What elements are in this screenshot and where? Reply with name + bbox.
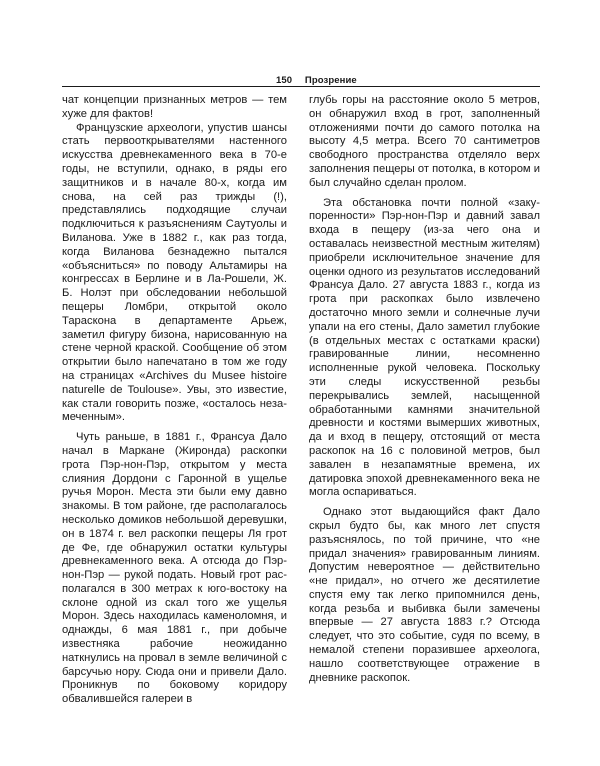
paragraph: Однако этот выдающийся факт Дало скрыл будто бы, как много лет спустя разъяснялось, по той причине, что «не придал значения» гравированным линиям. Допустим невероятное — действительно «не придал», но отчего же десятилетие спустя ему так легко припомнился день, когда резьба и выбивка были замечены впервые — 27 августа 1883 г.? Отсюда следует, что это событие, судя по всему, в немалой степени поразившее археолога, нашло соответствующее отражение в дневнике раскопок. xyxy=(309,506,540,684)
running-header xyxy=(276,75,357,86)
section-title: Прозрение xyxy=(304,75,357,86)
page-number: 150 xyxy=(276,75,293,86)
right-column xyxy=(309,94,540,685)
paragraph: Чуть раньше, в 1881 г., Франсуа Дало начал в Маркане (Жиронда) раскопки грота Пэр-нон-Пэр, открытом у места слияния Дордони с Гаронной в ущелье ручья Морон. Места эти были ему давно знакомы. В том районе, где располагалось несколько домиков небольшой деревушки, он в 1874 г. вел раскопки пещеры Ля грот де Фе, где обнаружил остатки культуры древнекаменного века. А отсюда до Пэр-нон-Пэр — рукой подать. Новый грот располагался в 300 метрах к юго-востоку на склоне одной из скал того же ущелья Морон. Здесь находилась каменоломня, и однажды, 6 мая 1881 г., при добыче известняка рабочие неожиданно наткнулись на провал в земле величиной с барсучью нору. Сюда они и привели Дало. Проникнув по боковому коридору обвалившейся галереи в xyxy=(62,431,287,706)
paragraph: Эта обстановка почти полной «закупоренности» Пэр-нон-Пэр и давний завал входа в пещеру (из-за чего она и оставалась неизвестной местным жителям) приобрели исключительное значение для оценки одного из результатов исследований Франсуа Дало. 27 августа 1883 г., когда из грота при раскопках было извлечено достаточно много земли и солнечные лучи упали на его стены, Дало заметил глубокие (в отдельных местах с остатками краски) гравированные линии, несомненно исполненные рукой человека. Поскольку эти следы искусственной резьбы перекрывались землей, насыщенной обработанными камнями значительной древности и костями вымерших животных, да и вход в пещеру, отстоящий от места раскопок на 16 с половиной метров, был завален в незапамятные времена, их датировка эпохой древнекаменного века не могла оспариваться. xyxy=(309,196,540,499)
header-rule xyxy=(62,86,540,87)
left-column xyxy=(62,94,287,707)
paragraph: Французские археологи, упустив шансы стать первооткрывателями настенного искусства древнекаменного века в 70-е годы, не вступили, однако, в ряды его защитников и в начале 80-х, когда им снова, на сей раз трижды (!), представлялись подходящие случаи подключиться к разъяснениям Саутуолы и Виланова. Уже в 1882 г., как раз тогда, когда Виланова безнадежно пытался «объясниться» по поводу Альтамиры на конгрессах в Берлине и в Ла-Рошели, Ж. Б. Нолэт при обследовании небольшой пещеры Ломбри, открытой около Тараскона в департаменте Арьеж, заметил фигуру бизона, нарисованную на стене черной краской. Сообщение об этом открытии было напечатано в том же году на страницах «Archives du Musee histoire naturelle de Toulouse». Увы, это известие, как стали говорить позже, «осталось незамеченным». xyxy=(62,121,287,424)
paragraph: чат концепции признанных метров — тем хуже для фактов! xyxy=(62,94,287,120)
paragraph: глубь горы на расстояние около 5 метров, он обнаружил вход в грот, заполненный отложениями почти до самого потолка на высоту 4,5 метра. Всего 70 сантиметров свободного пространства отделяло верх заполнения пещеры от потолка, в котором и был случайно сделан пролом. xyxy=(309,94,540,189)
